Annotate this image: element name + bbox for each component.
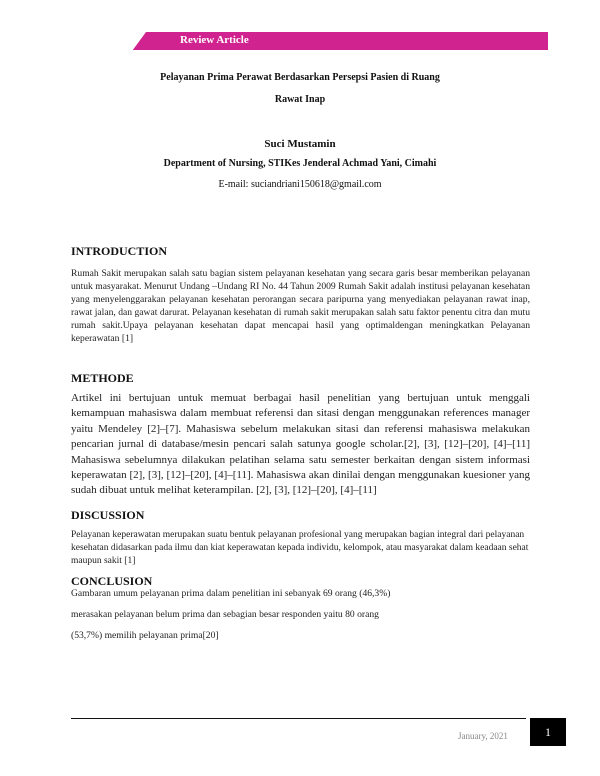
page-number: 1 bbox=[530, 718, 566, 746]
conclusion-heading: CONCLUSION bbox=[71, 574, 153, 588]
introduction-text: Rumah Sakit merupakan salah satu bagian sistem pelayanan kesehatan yang secara garis besar memberikan pelayanan untuk masyarakat. Menurut Undang –Undang RI No. 44 Tahun 2009 Rumah Sakit adalah institusi pelayanan kesehatan yang menyelenggarakan pelayanan kesehatan perorangan secara paripurna yang menyediakan pelayanan rawat inap, rawat jalan, dan gawat darurat. Pelayanan kesehatan di rumah sakit merupakan salah satu faktor penentu citra dan mutu rumah sakit.Upaya pelayanan kesehatan dapat mencapai hasil yang optimaldengan meningkatkan Pelayanan keperawatan [1] bbox=[71, 268, 530, 344]
footer-rule bbox=[71, 718, 526, 719]
conclusion-line-1: Gambaran umum pelayanan prima dalam penelitian ini sebanyak 69 orang (46,3%) bbox=[71, 588, 391, 599]
introduction-heading: INTRODUCTION bbox=[71, 244, 168, 258]
footer-date: January, 2021 bbox=[458, 731, 508, 741]
author-affiliation: Department of Nursing, STIKes Jenderal Achmad Yani, Cimahi bbox=[163, 158, 437, 169]
conclusion-line-2: merasakan pelayanan belum prima dan sebagian besar responden yaitu 80 orang bbox=[71, 609, 379, 620]
discussion-text: Pelayanan keperawatan merupakan suatu bentuk pelayanan profesional yang merupakan bagian integral dari pelayanan kesehatan didasarkan pada ilmu dan kiat keperawatan kepada individu, kelompok, atau masyarakat dalam keadaan sehat maupun sakit [1] bbox=[71, 530, 529, 566]
discussion-heading: DISCUSSION bbox=[71, 508, 145, 522]
header-banner-notch bbox=[36, 32, 146, 50]
author-email: E-mail: suciandriani150618@gmail.com bbox=[218, 179, 382, 190]
author-name: Suci Mustamin bbox=[264, 138, 336, 150]
methode-text: Artikel ini bertujuan untuk memuat berbagai hasil penelitian yang bertujuan untuk menggali kemampuan mahasiswa dalam membuat referensi dan sitasi dengan menggunakan references manager yaitu Mendeley [2]–[7]. Mahasiswa sebelum melakukan sitasi dan referensi mahasiswa melakukan pencarian jurnal di database/mesin pencari salah satunya google scholar.[2], [3], [12]–[20], [4]–[11] Mahasiswa sebelumnya dilakukan pelatihan selama satu semester berkaitan dengan sistem informasi keperawatan [2], [3], [12]–[20], [4]–[11]. Mahasiswa akan dinilai dengan menggunakan kuesioner yang sudah dibuat untuk melihat keterampilan. [2], [3], [12]–[20], [4]–[11] bbox=[71, 392, 530, 497]
paper-title-line1: Pelayanan Prima Perawat Berdasarkan Persepsi Pasien di Ruang bbox=[160, 72, 440, 83]
section-label: Review Article bbox=[180, 34, 249, 46]
methode-heading: METHODE bbox=[71, 371, 134, 385]
paper-title-line2: Rawat Inap bbox=[274, 94, 326, 105]
conclusion-line-3: (53,7%) memilih pelayanan prima[20] bbox=[71, 630, 219, 641]
